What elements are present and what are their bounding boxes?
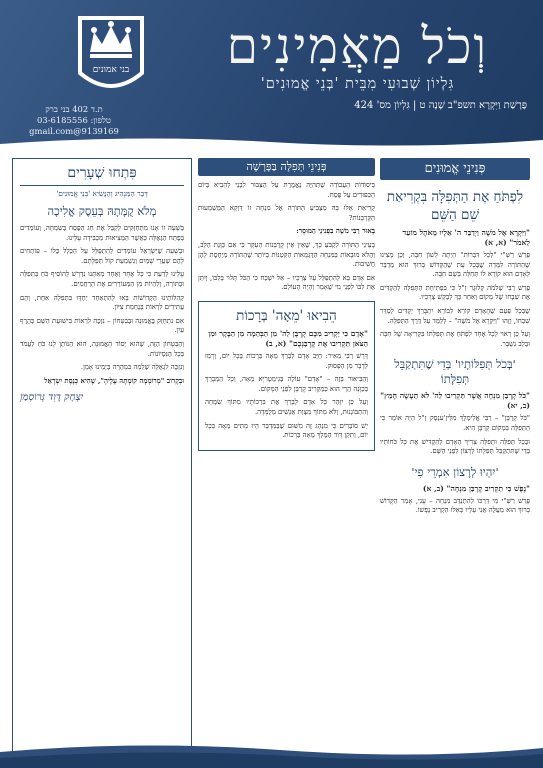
paragraph: פֵּרֵשׁ רַשִּׁ"י "לְכָל דִּבְּרוֹת" הָיְתָה לָשׁוֹן חִבָּה, וְכֵן מָצִינוּ שֶׁהַתּוֹרָה לִמְּדָה שֶׁבְּכָל עֵת שֶׁהַקָּדוֹשׁ בָּרוּךְ הוּא מְדַבֵּר לָאָדָם הוּא קוֹרֵא לוֹ תְּחִלָּה בְּשֵׁם חִבָּה.: [380, 251, 530, 279]
paragraph: וּבְכָל תְּפִלָּה וּתְפִלָּה צָרִיךְ הָאָדָם לְהַקְדִּישׁ אֶת כָּל כֹּחוֹתָיו בְּדֵי שֶׁתִּתְקַבֵּל תְּפִלָּתוֹ לְרָצוֹן לִפְנֵי הַשֵּׁם.: [380, 437, 530, 456]
middle-column: [198, 158, 375, 459]
paragraph: אִם נִתְחַזֵּק בֶּאֱמוּנָה וּבְבִטָּחוֹן – נִזְכֶּה לִרְאוֹת בִּישׁוּעַת הַשֵּׁם כְּהֶרֶף עַיִן.: [20, 316, 184, 335]
verse-quote: "נֶפֶשׁ כִּי תַקְרִיב קָרְבַּן מִנְחָה" (ב, א): [422, 483, 530, 493]
editorial-frame: [12, 158, 192, 760]
paragraph: בִּיסוֹדוֹת הָעֲבוֹדָה שֶׁתְּהִיֶּה נֶאֱמֶרֶת עַל הַצִּבּוּר לִבְנֵי לְהָבִיא בְּיוֹם הַכִּפּוּרִים עַל פֶּסַח.: [198, 181, 375, 199]
article-body: [380, 251, 530, 349]
article-body: [198, 181, 375, 293]
paragraph: בְּשָׁעָה זוֹ אָנוּ מִתְחַזְּקִים לְקַבֵּל אֶת חַג הַפֶּסַח בְּשִׂמְחָה, וְעוֹמְדִים בְּפֶתַח הַגְּאֻלָּה כַּאֲשֶׁר הַמְּצִיאוּת מַכְבִּידָה עָלֵינוּ.: [20, 224, 184, 242]
article-subheadline: 'בְּכֹל תְּפִלּוֹתָיו' בְּדֵי שֶׁתִּתְקַבֵּל תְּפִלָּתוֹ: [394, 357, 516, 387]
paragraph: "כֹּל קָרְבָּן" – רַבִּי אֱלִימֶלֶךְ מִלִּיזֶ'ענְסְק זַ"ל הָיָה אוֹמֵר כִּי הַתְּפִלָּה בִּמְקוֹם קָרְבָּן הִיא.: [380, 414, 530, 432]
paragraph: פֵּרֵשׁ רַבִּי שְׁלֹמֹה קְלוּגֶר זַ"ל כִּי בִּפְתִיחַת הַתְּפִלָּה לְהַקְדִּים אֶת שַׁבְחוֹ שֶׁל מָקוֹם וְאַחַר כָּךְ לְבַקֵּשׁ צְרָכָיו.: [380, 283, 530, 302]
paragraph: קְהִלּוֹתֵינוּ הַקְּדוֹשׁוֹת בָּאוּ לְהִתְאַחֵד יַחְדָּו בִּתְפִלָּה אַחַת, וְהֵם עֲתִידִים לִרְאוֹת בְּנֶחָמַת צִיּוֹן.: [20, 293, 184, 312]
article-body: [380, 497, 530, 516]
issue-info: פָּרָשַׁת וַיִּקְרָא תשפ"ב שָׁנָה ט | גִּלְיוֹן מס' 424: [354, 100, 527, 111]
contact-info: [14, 104, 134, 137]
closing-line: וּבְקָרוֹב "מְרוֹמְמָה קוֹמָתָהּ עָלֶיהָ", שֶׁהִיא כְּנֶסֶת יִשְׂרָאֵל: [44, 376, 184, 385]
editorial-byline: דְּבַר הַמַּנְהִיג וְהַנָּשִׂיא 'בְּנֵי אֱמוּנִים': [56, 189, 148, 198]
contact-email[interactable]: 9139169@gmail.com: [29, 126, 119, 136]
paragraph: פֵּרֵשׁ רַשִּׁ"י מִי דַּרְכּוֹ לְהִתְנַדֵּב מִנְחָה – עָנִי, אָמַר הַקָּדוֹשׁ בָּרוּךְ הוּא מַעֲלֶה אֲנִי עָלָיו כְּאִלּוּ הִקְרִיב נַפְשׁוֹ.: [380, 496, 530, 515]
paragraph: שֶׁבְּכָל פַּעַם שֶׁהָאָדָם קוֹרֵא לַבּוֹרֵא יִתְבָּרַךְ יַקְדִּים לְסַדֵּר שִׁבְחוֹ, וְזֶהוּ "וַיִּקְרָא אֶל מֹשֶׁה" – לְלַמֵּד עַל דֶּרֶךְ הַתְּפִלָּה.: [380, 306, 530, 325]
paragraph: יְשׁ סוֹבְרִים כִּי מִנְהָג זֶה מִשּׁוּם שֶׁבַּמִּדְבָּר הָיוּ מֵתִים מֵאָה בְּכָל יוֹם, וְתִקֵּן דָּוִד הַמֶּלֶךְ מֵאָה בְּרָכוֹת.: [205, 421, 368, 440]
paragraph: קְרִיאַת אֵלּוּ בָּהּ מַצְבִּיעַ הַתּוֹרָה אֶל מִנְחָה זוֹ דַּוְקָא הַמַּשְׁמָעוּת הַקָּרְבָּנוֹת?: [198, 204, 375, 222]
verse-quote: "אָדָם כִּי יַקְרִיב מִכֶּם קָרְבָּן לַה' מִן הַבְּהֵמָה מִן הַבָּקָר וּמִן הַצֹּאן תַּקְרִיבוּ אֶת קָרְבַּנְכֶם" (א, ב): [208, 328, 368, 348]
paragraph: וְעַל כֵּן רָאוּי לְכָל אֶחָד לִפְתֹּחַ אֶת תְּפִלָּתוֹ בִּקְרִיאָה שֶׁל חִבָּה וּבְלֵב נִשְׁבָּר.: [380, 330, 530, 348]
masthead-block: [185, 18, 530, 93]
masthead-header: [0, 0, 543, 148]
verse-quote: "וַיִּקְרָא אֶל מֹשֶׁה וַיְדַבֵּר ה' אֵלָיו מֵאֹהֶל מוֹעֵד לֵאמֹר" (א, א): [402, 228, 530, 247]
article-body: [380, 414, 530, 456]
editorial-body: [20, 224, 184, 386]
paragraph: וְהַבִּטָּחוֹן הַזֶּה, שֶׁהוּא יְסוֹד הָאֱמוּנָה, הוּא הַנּוֹתֵן לָנוּ כֹּחַ לַעֲמֹד בְּכָל הַנִּסְיוֹנוֹת.: [20, 339, 184, 358]
editorial-subheadline: מְלֹא קֻמָּתָהּ בְּעֵסֶק אֱלִיכָה: [47, 204, 157, 218]
paragraph: דָּרַשׁ רַבִּי מֵאִיר: חַיָּב אָדָם לְבָרֵךְ מֵאָה בְּרָכוֹת בְּכָל יוֹם, וְרָמַז לְדָבָר מִן הַפָּסוּק.: [205, 351, 368, 370]
verse-quote: "כֹּל קָרְבַּן מִנְחָה אֲשֶׁר תַּקְרִיבוּ לַה' לֹא תֵעָשֶׂה חָמֵץ" (ב, יא): [380, 391, 530, 411]
newsletter-subtitle: גִּלְיוֹן שְׁבוּעִי מִבֵּית 'בְּנֵי אֱמוּנִים': [260, 76, 455, 92]
editor-signature: יִצְחָק דָּוִד גְּרוֹסְמַן: [20, 392, 84, 404]
crown-logo-icon: [72, 12, 150, 98]
paragraph: וְהַבִּיאוּר בָּזֶה – "אָדָם" עוֹלֶה בְּגִימַטְרִיָּא מֵאָה, וְכָל הַמְבָרֵךְ בְּכַוָּנָה הֲרֵי הוּא כְּמַקְרִיב קָרְבָּן לִפְנֵי הַמָּקוֹם.: [205, 375, 368, 393]
paragraph: עָלֵינוּ לָדַעַת כִּי כָּל אֶחָד וְאֶחָד מֵאִתָּנוּ נִדְרָשׁ לְהוֹסִיף כֹּחַ בַּתְּפִלָּה וּבַתּוֹרָה, וְלִהְיוֹת מִן הַמְּעוֹרְרִים אֶת הָרַחֲמִים.: [20, 270, 184, 288]
contact-address: ת.ד 402 בני ברק: [45, 104, 103, 114]
logo-text: בני אמונים: [92, 65, 130, 75]
box-headline: הֵבִיאוּ 'מֵאָה' בְּרָכוֹת: [236, 307, 337, 324]
paragraph: בָּאוּר רַבִּי מֹשֶׁה בִּפְנִינֵי הַמּוּסָר:: [296, 227, 375, 236]
paragraph: וְעַל כֵּן יִזָּהֵר כָּל אָדָם לְבָרֵךְ אֶת בִּרְכוֹתָיו מִתּוֹךְ שִׂמְחָה וְהִתְבּוֹנְנוּת, וְלֹא מִתּוֹךְ מִצְוַת אֲנָשִׁים מְלֻמָּדָה.: [205, 398, 368, 416]
footer-wave: [0, 738, 543, 768]
section-banner-tefila: פְּנִינֵי תְּפִלָּה בַּפָּרָשָׁה: [198, 158, 375, 176]
featured-box: [198, 301, 375, 451]
section-banner-emunim: פְּנִינֵי אֱמוּנִים: [380, 158, 530, 180]
paragraph: אִם אָדָם בָּא לְהִתְפַּלֵּל עַל צְרָכָיו – אַל יִשְׁכַּח כִּי הַכֹּל תָּלוּי בְּלִבּוֹ, וְיִתֵּן אֶת לִבּוֹ לִפְנֵי מִי שֶׁאָמַר וְהָיָה הָעוֹלָם.: [198, 273, 375, 292]
right-column: [380, 158, 530, 520]
paragraph: בְּעֵינֵי הַתּוֹרָה לִקְבֹּעַ כָּךְ, שֶׁאֵין אֵין קָרְבָּנוֹת הָעִקָּר כִּי אִם כַּוָּנַת הַלֵּב, וַהֲלֹא מוּבָאוֹת בַּמִּנְחָה הַדֻּגְמָאוֹת הַקְּטַנּוֹת בְּיוֹתֵר שֶׁהַתּוֹרָה מְיַחֶסֶת לָהֶן חֲשִׁיבוּת.: [198, 240, 375, 269]
article-subheadline: 'יִהְיוּ לְרָצוֹן אִמְרֵי פִי': [411, 464, 499, 479]
header-wave-divider: [0, 134, 543, 148]
editorial-title: פִּתְחוּ שְׁעָרִים: [20, 165, 184, 186]
paragraph: וְנִזְכֶּה לִגְאֻלָּה שְׁלֵמָה בִּמְהֵרָה בְּיָמֵינוּ אָמֵן.: [80, 363, 184, 372]
newsletter-title: וְכֹל מַאֲמִינִים: [226, 17, 489, 75]
paragraph: וּבְשָׁעָה שֶׁיִּשְׂרָאֵל עוֹמְדִים לְהִתְפַּלֵּל עַל הַכְּלָל כֻּלּוֹ – פּוֹתְחִים לָהֶם שַׁעֲרֵי שָׁמַיִם וְנִשְׁמַעַת קוֹל תְּפִלָּתָם.: [20, 247, 184, 265]
contact-phone: טלפון: 03-6185556: [37, 115, 111, 125]
box-body: [205, 352, 368, 441]
left-column: [12, 158, 192, 760]
article-headline: לִפְתֹּחַ אֶת הַתְּפִלָּה בִּקְרִיאַת שֵׁם הַשֵּׁם: [386, 189, 524, 223]
